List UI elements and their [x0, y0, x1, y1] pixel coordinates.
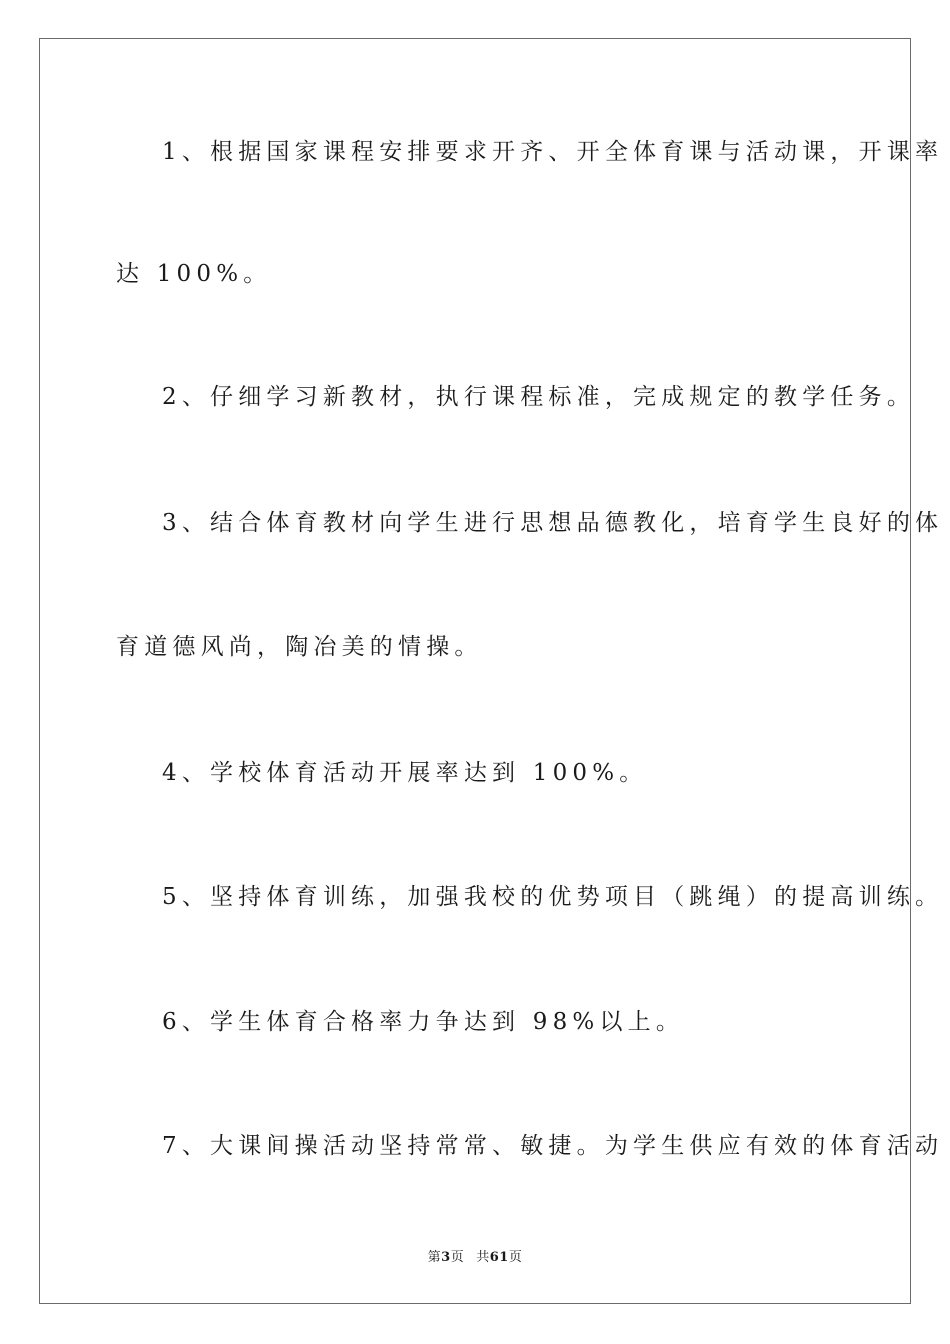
paragraph-1-line-1: 1、根据国家课程安排要求开齐、开全体育课与活动课，开课率 [162, 139, 944, 165]
footer-page-prefix: 第 [427, 1250, 442, 1265]
footer-page-suffix: 页 [450, 1250, 465, 1265]
paragraph-3-line-2: 育道德风尚，陶冶美的情操。 [116, 634, 483, 660]
paragraph-3-line-1: 3、结合体育教材向学生进行思想品德教化，培育学生良好的体 [162, 510, 944, 536]
footer-total-pages: 61 [489, 1250, 509, 1265]
paragraph-1-line-2: 达 100%。 [116, 261, 272, 287]
paragraph-5: 5、坚持体育训练，加强我校的优势项目（跳绳）的提高训练。 [162, 884, 944, 910]
paragraph-4: 4、学校体育活动开展率达到 100%。 [162, 760, 648, 786]
footer-total-suffix: 页 [508, 1250, 523, 1265]
footer-page-number: 3 [441, 1250, 451, 1265]
page-footer [0, 1246, 950, 1265]
page-frame [39, 38, 911, 1304]
footer-total-prefix: 共 [476, 1250, 490, 1265]
paragraph-7-line-1: 7、大课间操活动坚持常常、敏捷。为学生供应有效的体育活动 [162, 1133, 944, 1159]
paragraph-6: 6、学生体育合格率力争达到 98%以上。 [162, 1009, 685, 1035]
paragraph-2: 2、仔细学习新教材，执行课程标准，完成规定的教学任务。 [162, 384, 916, 410]
